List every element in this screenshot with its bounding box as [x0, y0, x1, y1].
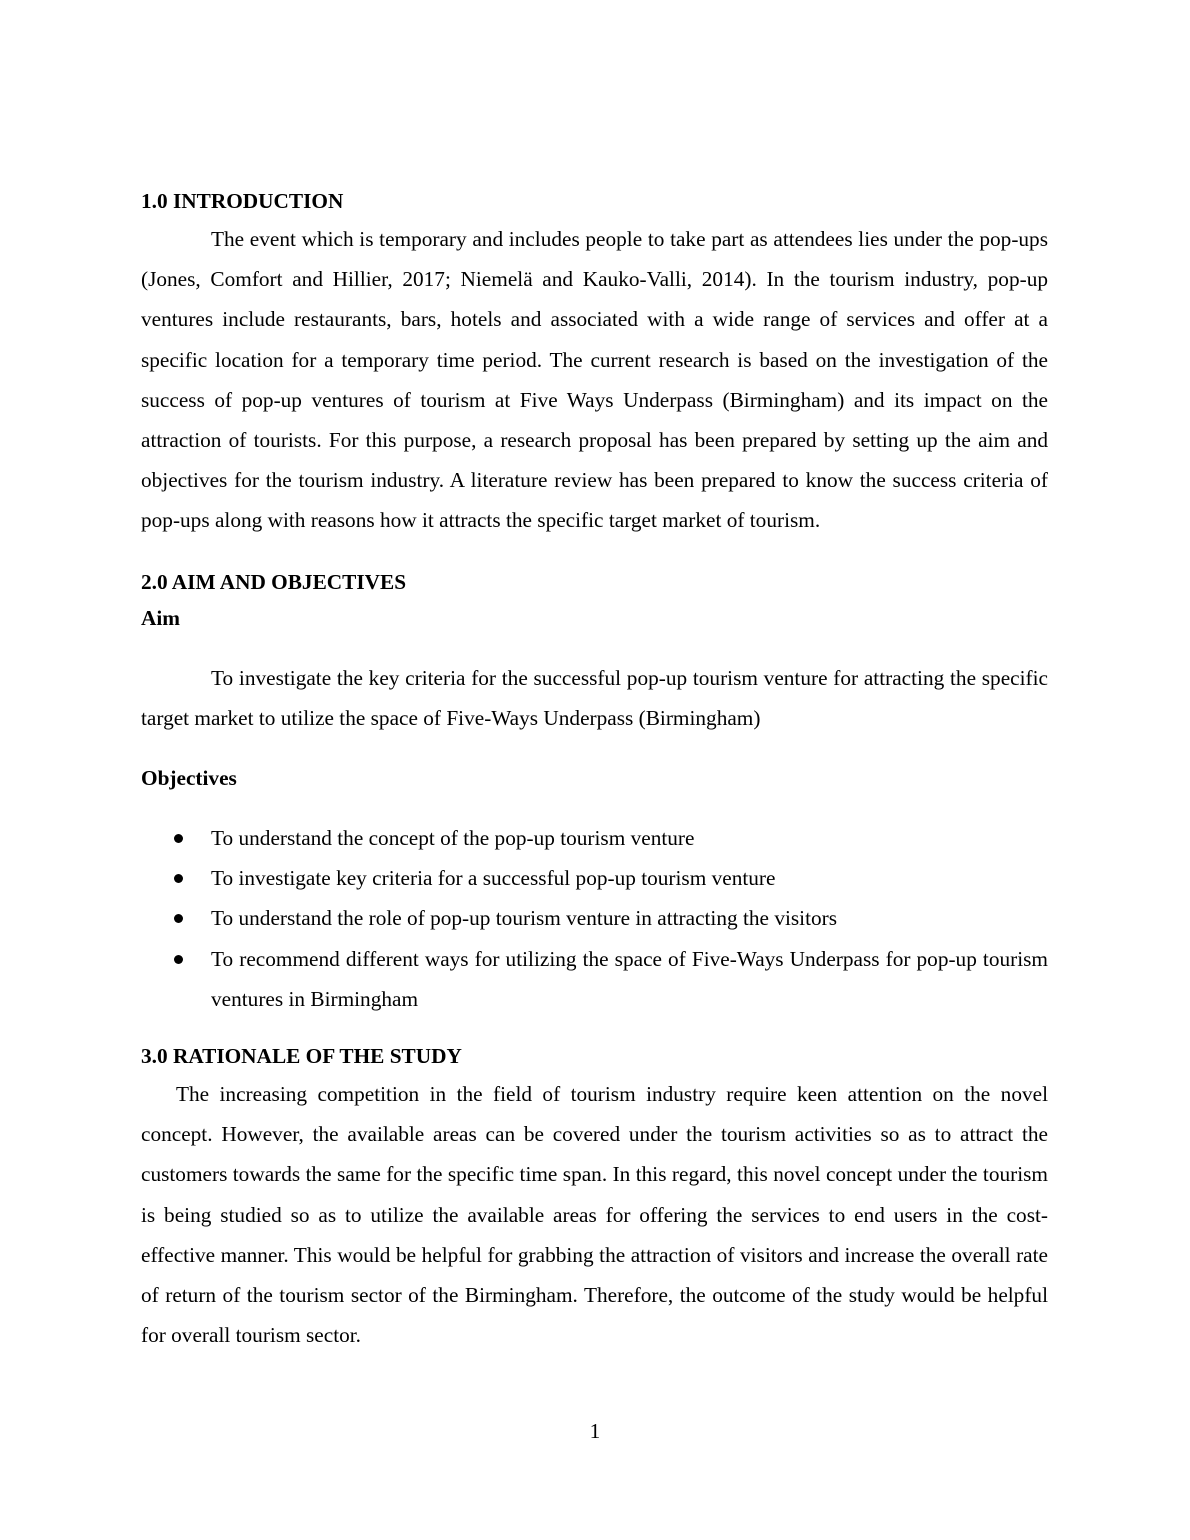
introduction-paragraph: The event which is temporary and includes people to take part as attendees lies under the pop-ups (Jones, Comfort and Hillier, 2017; Niemelä and Kauko-Valli, 2014). In the tourism industry, pop-up ventures include restaurants, bars, hotels and associated with a wide range of services and offer at a specific location for a temporary time period. The current research is based on the investigation of the success of pop-up ventures of tourism at Five Ways Underpass (Birmingham) and its impact on the attraction of tourists. For this purpose, a research proposal has been prepared by setting up the aim and objectives for the tourism industry. A literature review has been prepared to know the success criteria of pop-ups along with reasons how it attracts the specific target market of tourism. — [141, 227, 1048, 533]
objective-item — [141, 939, 1048, 1019]
objective-item — [141, 858, 1048, 898]
aim-subheading: Aim — [141, 605, 181, 630]
page-number: 1 — [589, 1419, 601, 1443]
aim-paragraph: To investigate the key criteria for the successful pop-up tourism venture for attracting the specific target market to utilize the space of Five-Ways Underpass (Birmingham) — [141, 665, 1048, 730]
spacer — [141, 541, 1048, 564]
objective-text: To recommend different ways for utilizing the space of Five-Ways Underpass for pop-up tourism ventures in Birmingham — [211, 946, 1048, 1011]
rationale-paragraph: The increasing competition in the field of tourism industry require keen attention on the novel concept. However, the available areas can be covered under the tourism activities so as to attract the customers towards the same for the specific time span. In this regard, this novel concept under the tourism is being studied so as to utilize the available areas for offering the services to end users in the cost-effective manner. This would be helpful for grabbing the attraction of visitors and increase the overall rate of return of the tourism sector of the Birmingham. Therefore, the outcome of the study would be helpful for overall tourism sector. — [141, 1082, 1048, 1348]
objective-text: To investigate key criteria for a successful pop-up tourism venture — [211, 866, 776, 891]
document-page — [141, 183, 1048, 1355]
bullet-icon — [174, 874, 183, 883]
section-heading-introduction: 1.0 INTRODUCTION — [141, 189, 344, 213]
section-heading-rationale: 3.0 RATIONALE OF THE STUDY — [141, 1044, 462, 1069]
bullet-icon — [174, 914, 183, 923]
objective-text: To understand the concept of the pop-up tourism venture — [211, 826, 695, 851]
objective-item — [141, 818, 1048, 858]
objectives-subheading: Objectives — [141, 766, 237, 791]
spacer — [141, 738, 1048, 760]
bullet-icon — [174, 834, 183, 843]
spacer — [141, 636, 1048, 658]
spacer — [141, 796, 1048, 818]
spacer — [141, 1019, 1048, 1038]
bullet-icon — [174, 955, 183, 964]
objectives-list — [141, 818, 1048, 1019]
objective-item — [141, 898, 1048, 938]
objective-text: To understand the role of pop-up tourism venture in attracting the visitors — [211, 906, 838, 931]
section-heading-aim-objectives: 2.0 AIM AND OBJECTIVES — [141, 569, 407, 594]
